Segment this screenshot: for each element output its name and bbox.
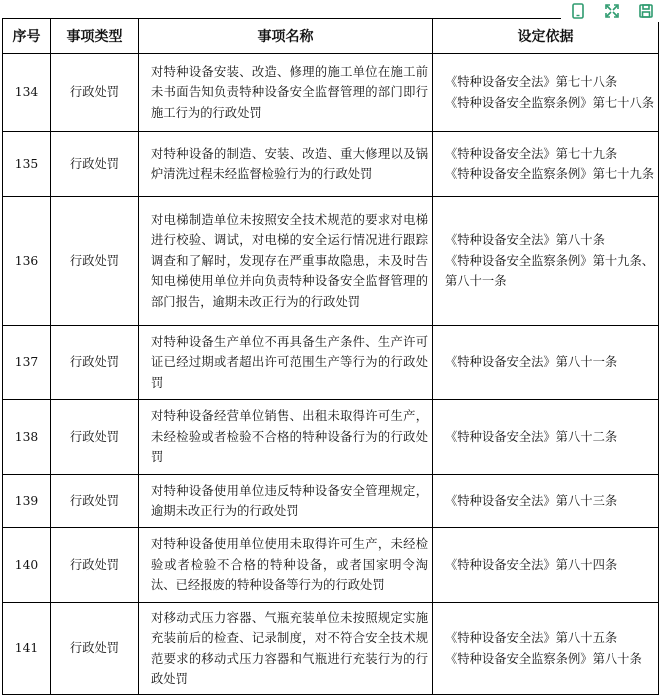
row-name: 对特种设备生产单位不再具备生产条件、生产许可证已经过期或者超出许可范围生产等行为的行政处罚 [139, 326, 433, 400]
row-name: 对移动式压力容器、气瓶充装单位未按照规定实施充装前后的检查、记录制度，对不符合安全技术规范要求的移动式压力容器和气瓶进行充装行为的行政处罚 [139, 603, 433, 695]
table-row [3, 400, 659, 475]
table-row [3, 197, 659, 326]
row-name: 对特种设备使用单位违反特种设备安全管理规定，逾期未改正行为的行政处罚 [139, 475, 433, 528]
row-name: 对特种设备使用单位使用未取得许可生产，未经检验或者检验不合格的特种设备，或者国家明令淘汰、已经报废的特种设备等行为的行政处罚 [139, 528, 433, 603]
row-seq: 137 [3, 326, 51, 400]
header-name: 事项名称 [139, 19, 433, 54]
row-basis [433, 475, 659, 528]
basis-line: 《特种设备安全监察条例》第十九条、第八十一条 [445, 253, 655, 289]
row-seq: 135 [3, 132, 51, 197]
header-seq: 序号 [3, 19, 51, 54]
row-type: 行政处罚 [51, 475, 139, 528]
row-name: 对特种设备经营单位销售、出租未取得许可生产，未经检验或者检验不合格的特种设备行为的行政处罚 [139, 400, 433, 475]
basis-line: 《特种设备安全法》第七十九条 [445, 146, 618, 161]
row-seq: 136 [3, 197, 51, 326]
row-name: 对特种设备安装、改造、修理的施工单位在施工前未书面告知负责特种设备安全监督管理的部门即行施工行为的行政处罚 [139, 54, 433, 132]
basis-line: 《特种设备安全法》第八十一条 [445, 355, 618, 370]
row-type: 行政处罚 [51, 603, 139, 695]
row-name: 对电梯制造单位未按照安全技术规范的要求对电梯进行校验、调试，对电梯的安全运行情况进行跟踪调查和了解时，发现存在严重事故隐患，未及时告知电梯使用单位并向负责特种设备安全监督管理的部门报告，逾期未改正行为的行政处罚 [139, 197, 433, 326]
header-type: 事项类型 [51, 19, 139, 54]
row-type: 行政处罚 [51, 54, 139, 132]
table-header-row [3, 19, 659, 54]
basis-line: 《特种设备安全监察条例》第七十八条 [445, 95, 655, 110]
row-type: 行政处罚 [51, 197, 139, 326]
expand-icon[interactable] [602, 1, 622, 21]
row-seq: 138 [3, 400, 51, 475]
table-row [3, 603, 659, 695]
row-seq: 140 [3, 528, 51, 603]
basis-line: 《特种设备安全法》第八十五条 [445, 631, 618, 645]
row-seq: 139 [3, 475, 51, 528]
matters-table [2, 18, 659, 695]
row-type: 行政处罚 [51, 132, 139, 197]
table-row [3, 326, 659, 400]
row-seq: 134 [3, 54, 51, 132]
basis-line: 《特种设备安全法》第八十条 [445, 233, 605, 248]
table-row [3, 132, 659, 197]
basis-line: 《特种设备安全法》第八十二条 [445, 429, 618, 444]
basis-line: 《特种设备安全监察条例》第八十条 [445, 651, 642, 666]
basis-line: 《特种设备安全法》第七十八条 [445, 75, 618, 89]
table-row [3, 54, 659, 132]
row-basis [433, 326, 659, 400]
row-type: 行政处罚 [51, 400, 139, 475]
basis-line: 《特种设备安全法》第八十三条 [445, 493, 618, 508]
row-type: 行政处罚 [51, 528, 139, 603]
toolbar [561, 0, 663, 22]
row-basis [433, 400, 659, 475]
row-name: 对特种设备的制造、安装、改造、重大修理以及锅炉清洗过程未经监督检验行为的行政处罚 [139, 132, 433, 197]
row-basis [433, 54, 659, 132]
phone-icon[interactable] [568, 1, 588, 21]
basis-line: 《特种设备安全监察条例》第七十九条 [445, 167, 655, 181]
basis-line: 《特种设备安全法》第八十四条 [445, 557, 618, 572]
row-basis [433, 132, 659, 197]
row-type: 行政处罚 [51, 326, 139, 400]
row-basis [433, 603, 659, 695]
row-seq: 141 [3, 603, 51, 695]
table-row [3, 528, 659, 603]
header-basis: 设定依据 [433, 19, 659, 54]
row-basis [433, 197, 659, 326]
table-row [3, 475, 659, 528]
save-icon[interactable] [636, 1, 656, 21]
row-basis [433, 528, 659, 603]
